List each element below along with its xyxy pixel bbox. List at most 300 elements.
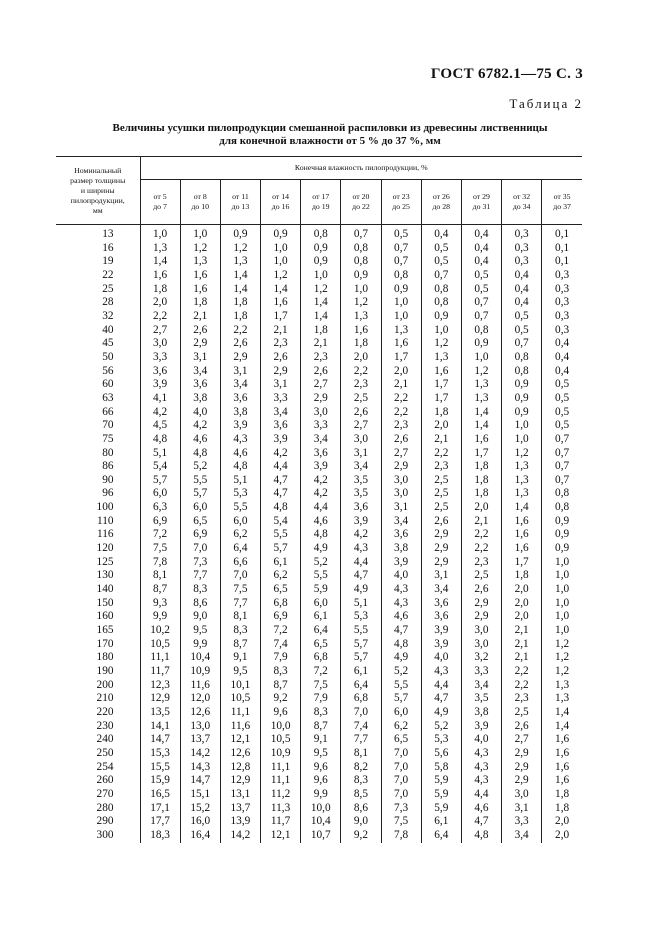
shrinkage-cell: 2,1 — [301, 337, 341, 351]
shrinkage-cell: 5,7 — [180, 487, 220, 501]
shrinkage-cell: 6,0 — [220, 515, 260, 529]
shrinkage-cell: 0,9 — [301, 255, 341, 269]
shrinkage-cell: 5,3 — [220, 487, 260, 501]
shrinkage-cell: 0,8 — [341, 242, 381, 256]
shrinkage-cell: 1,2 — [542, 638, 582, 652]
moisture-range-header — [261, 180, 301, 225]
shrinkage-cell: 11,6 — [220, 720, 260, 734]
shrinkage-cell: 11,1 — [261, 761, 301, 775]
shrinkage-cell: 0,5 — [542, 378, 582, 392]
shrinkage-cell: 1,3 — [220, 255, 260, 269]
size-cell: 180 — [56, 651, 140, 665]
shrinkage-cell: 1,0 — [542, 610, 582, 624]
shrinkage-cell: 4,3 — [381, 597, 421, 611]
size-cell: 230 — [56, 720, 140, 734]
shrinkage-cell: 3,6 — [381, 528, 421, 542]
shrinkage-cell: 0,8 — [421, 296, 461, 310]
standard-header: ГОСТ 6782.1—75 С. 3 — [430, 66, 583, 82]
shrinkage-cell: 9,6 — [301, 774, 341, 788]
shrinkage-cell: 4,8 — [381, 638, 421, 652]
shrinkage-cell: 1,7 — [502, 556, 542, 570]
shrinkage-cell: 2,0 — [341, 351, 381, 365]
shrinkage-cell: 4,9 — [421, 706, 461, 720]
shrinkage-cell: 4,7 — [261, 487, 301, 501]
shrinkage-cell: 0,5 — [461, 269, 501, 283]
shrinkage-cell: 4,0 — [381, 569, 421, 583]
shrinkage-cell: 1,7 — [421, 392, 461, 406]
shrinkage-cell: 1,8 — [220, 310, 260, 324]
shrinkage-cell: 1,6 — [180, 283, 220, 297]
table-row — [56, 542, 582, 556]
shrinkage-cell: 1,0 — [180, 225, 220, 242]
shrinkage-cell: 0,5 — [461, 283, 501, 297]
shrinkage-cell: 2,2 — [421, 447, 461, 461]
shrinkage-cell: 7,5 — [301, 679, 341, 693]
shrinkage-cell: 7,7 — [180, 569, 220, 583]
shrinkage-cell: 2,1 — [461, 515, 501, 529]
shrinkage-cell: 1,2 — [542, 651, 582, 665]
size-cell: 120 — [56, 542, 140, 556]
shrinkage-cell: 12,6 — [220, 747, 260, 761]
shrinkage-cell: 1,6 — [261, 296, 301, 310]
moisture-range-line: до 7 — [153, 202, 167, 211]
shrinkage-cell: 1,0 — [153, 228, 168, 240]
shrinkage-cell: 11,7 — [150, 665, 170, 677]
shrinkage-cell: 2,6 — [180, 324, 220, 338]
shrinkage-cell: 3,5 — [341, 487, 381, 501]
table-row — [56, 283, 582, 297]
moisture-range-line: от 26 — [432, 192, 450, 201]
shrinkage-cell: 3,9 — [301, 460, 341, 474]
shrinkage-cell: 3,9 — [421, 638, 461, 652]
shrinkage-cell: 12,9 — [220, 774, 260, 788]
shrinkage-cell: 17,1 — [150, 801, 170, 814]
table-row — [56, 460, 582, 474]
shrinkage-cell: 3,8 — [180, 392, 220, 406]
shrinkage-cell: 2,9 — [502, 761, 542, 775]
shrinkage-cell: 3,0 — [381, 487, 421, 501]
shrinkage-cell: 7,8 — [153, 555, 168, 568]
shrinkage-cell: 2,3 — [341, 378, 381, 392]
shrinkage-cell: 2,2 — [461, 528, 501, 542]
shrinkage-cell: 3,9 — [261, 433, 301, 447]
shrinkage-cell: 5,9 — [421, 774, 461, 788]
moisture-range-line: от 17 — [312, 192, 330, 201]
shrinkage-cell: 5,3 — [421, 733, 461, 747]
shrinkage-cell: 3,5 — [461, 692, 501, 706]
moisture-range-line: до 19 — [311, 202, 330, 211]
shrinkage-cell: 5,1 — [341, 597, 381, 611]
shrinkage-cell: 3,6 — [421, 597, 461, 611]
moisture-range-header — [301, 180, 341, 225]
shrinkage-cell: 0,7 — [542, 433, 582, 447]
shrinkage-cell: 4,9 — [301, 542, 341, 556]
shrinkage-cell: 0,9 — [542, 515, 582, 529]
shrinkage-cell: 4,0 — [180, 406, 220, 420]
shrinkage-cell: 3,4 — [421, 583, 461, 597]
shrinkage-cell: 0,9 — [542, 528, 582, 542]
shrinkage-cell: 3,3 — [301, 419, 341, 433]
shrinkage-cell: 14,2 — [180, 747, 220, 761]
shrinkage-cell: 1,3 — [542, 692, 582, 706]
table-row — [56, 583, 582, 597]
shrinkage-cell: 1,4 — [542, 720, 582, 734]
size-cell: 130 — [56, 569, 140, 583]
shrinkage-cell: 7,2 — [153, 528, 168, 541]
shrinkage-cell: 3,3 — [461, 665, 501, 679]
shrinkage-cell: 10,9 — [180, 665, 220, 679]
shrinkage-cell: 6,4 — [341, 679, 381, 693]
shrinkage-cell: 0,9 — [461, 337, 501, 351]
table-row — [56, 225, 582, 242]
shrinkage-cell: 4,6 — [381, 610, 421, 624]
shrinkage-cell: 0,5 — [421, 242, 461, 256]
shrinkage-cell: 5,2 — [381, 665, 421, 679]
shrinkage-cell: 3,0 — [502, 788, 542, 802]
moisture-range-header — [502, 180, 542, 225]
shrinkage-cell: 0,4 — [502, 269, 542, 283]
size-cell: 70 — [56, 419, 140, 433]
shrinkage-cell: 7,9 — [261, 651, 301, 665]
shrinkage-cell: 9,2 — [341, 829, 381, 843]
shrinkage-cell: 8,1 — [153, 569, 168, 582]
shrinkage-cell: 7,3 — [381, 802, 421, 816]
shrinkage-cell: 10,5 — [261, 733, 301, 747]
shrinkage-cell: 12,1 — [261, 829, 301, 843]
shrinkage-cell: 9,0 — [180, 610, 220, 624]
shrinkage-cell: 0,8 — [461, 324, 501, 338]
shrinkage-cell: 6,9 — [180, 528, 220, 542]
moisture-range-header — [180, 180, 220, 225]
shrinkage-cell: 2,0 — [502, 583, 542, 597]
shrinkage-cell: 0,5 — [502, 310, 542, 324]
shrinkage-cell: 0,4 — [502, 283, 542, 297]
size-column-header-line: размер толщины — [70, 175, 126, 185]
shrinkage-cell: 10,5 — [220, 692, 260, 706]
shrinkage-cell: 4,3 — [341, 542, 381, 556]
shrinkage-cell: 2,0 — [502, 610, 542, 624]
shrinkage-cell: 2,9 — [381, 460, 421, 474]
shrinkage-cell: 0,9 — [502, 392, 542, 406]
shrinkage-cell: 4,6 — [180, 433, 220, 447]
shrinkage-cell: 16,4 — [180, 829, 220, 843]
shrinkage-cell: 14,7 — [180, 774, 220, 788]
shrinkage-cell: 2,9 — [180, 337, 220, 351]
table-row — [56, 665, 582, 679]
shrinkage-cell: 6,0 — [153, 487, 168, 500]
shrinkage-cell: 4,9 — [381, 651, 421, 665]
shrinkage-cell: 4,4 — [461, 788, 501, 802]
shrinkage-cell: 9,5 — [220, 665, 260, 679]
shrinkage-cell: 1,6 — [502, 542, 542, 556]
shrinkage-cell: 11,6 — [180, 679, 220, 693]
shrinkage-cell: 3,6 — [421, 610, 461, 624]
shrinkage-cell: 0,4 — [461, 255, 501, 269]
moisture-range-header — [421, 180, 461, 225]
shrinkage-cell: 2,9 — [421, 556, 461, 570]
shrinkage-cell: 0,5 — [502, 324, 542, 338]
size-cell: 40 — [56, 324, 140, 338]
shrinkage-cell: 2,0 — [153, 296, 168, 309]
shrinkage-cell: 2,6 — [341, 406, 381, 420]
shrinkage-cell: 11,1 — [150, 651, 170, 664]
shrinkage-cell: 1,4 — [461, 406, 501, 420]
shrinkage-cell: 4,5 — [153, 419, 168, 432]
shrinkage-cell: 16,0 — [180, 815, 220, 829]
shrinkage-cell: 2,6 — [461, 583, 501, 597]
shrinkage-cell: 5,7 — [381, 692, 421, 706]
shrinkage-cell: 3,5 — [341, 474, 381, 488]
shrinkage-cell: 7,2 — [261, 624, 301, 638]
shrinkage-cell: 1,8 — [542, 802, 582, 816]
shrinkage-cell: 18,3 — [150, 828, 170, 841]
shrinkage-cell: 6,8 — [261, 597, 301, 611]
shrinkage-cell: 8,1 — [220, 610, 260, 624]
moisture-range-line: от 32 — [513, 192, 531, 201]
table-row — [56, 324, 582, 338]
shrinkage-cell: 1,3 — [341, 310, 381, 324]
shrinkage-cell: 1,3 — [502, 487, 542, 501]
shrinkage-cell: 1,6 — [421, 365, 461, 379]
shrinkage-cell: 1,2 — [341, 296, 381, 310]
shrinkage-cell: 1,0 — [502, 433, 542, 447]
shrinkage-cell: 1,8 — [341, 337, 381, 351]
shrinkage-cell: 4,3 — [421, 665, 461, 679]
shrinkage-cell: 0,4 — [421, 225, 461, 242]
shrinkage-cell: 1,6 — [502, 528, 542, 542]
shrinkage-cell: 1,4 — [461, 419, 501, 433]
moisture-range-line: от 35 — [553, 192, 571, 201]
shrinkage-cell: 2,1 — [421, 433, 461, 447]
shrinkage-cell: 7,0 — [381, 747, 421, 761]
moisture-range-header — [542, 180, 582, 225]
shrinkage-cell: 1,6 — [153, 268, 168, 281]
shrinkage-cell: 0,8 — [341, 255, 381, 269]
shrinkage-cell: 14,7 — [150, 733, 170, 746]
shrinkage-cell: 2,7 — [341, 419, 381, 433]
shrinkage-cell: 3,3 — [502, 815, 542, 829]
size-cell: 220 — [56, 706, 140, 720]
table-row — [56, 242, 582, 256]
shrinkage-cell: 2,2 — [341, 365, 381, 379]
shrinkage-cell: 1,7 — [461, 447, 501, 461]
shrinkage-cell: 2,1 — [180, 310, 220, 324]
size-cell: 110 — [56, 515, 140, 529]
shrinkage-cell: 1,6 — [542, 747, 582, 761]
table-body — [56, 225, 582, 843]
shrinkage-cell: 6,2 — [261, 569, 301, 583]
shrinkage-cell: 7,7 — [341, 733, 381, 747]
size-cell: 60 — [56, 378, 140, 392]
shrinkage-cell: 0,4 — [461, 242, 501, 256]
shrinkage-cell: 3,8 — [381, 542, 421, 556]
shrinkage-cell: 1,4 — [301, 310, 341, 324]
shrinkage-cell: 0,1 — [542, 242, 582, 256]
shrinkage-cell: 2,1 — [502, 638, 542, 652]
shrinkage-cell: 10,1 — [220, 679, 260, 693]
table-row — [56, 501, 582, 515]
shrinkage-cell: 1,3 — [421, 351, 461, 365]
shrinkage-cell: 0,9 — [502, 406, 542, 420]
table-row — [56, 447, 582, 461]
size-cell: 56 — [56, 365, 140, 379]
shrinkage-cell: 4,7 — [381, 624, 421, 638]
shrinkage-cell: 5,9 — [421, 788, 461, 802]
shrinkage-cell: 2,3 — [421, 460, 461, 474]
shrinkage-cell: 0,5 — [421, 255, 461, 269]
shrinkage-cell: 13,9 — [220, 815, 260, 829]
shrinkage-cell: 8,3 — [261, 665, 301, 679]
shrinkage-cell: 2,5 — [421, 474, 461, 488]
shrinkage-cell: 11,3 — [261, 802, 301, 816]
shrinkage-cell: 1,6 — [542, 761, 582, 775]
shrinkage-cell: 1,7 — [381, 351, 421, 365]
shrinkage-cell: 0,9 — [301, 242, 341, 256]
shrinkage-cell: 1,8 — [421, 406, 461, 420]
shrinkage-cell: 2,9 — [461, 597, 501, 611]
shrinkage-cell: 1,2 — [261, 269, 301, 283]
shrinkage-cell: 7,0 — [180, 542, 220, 556]
shrinkage-cell: 1,8 — [153, 282, 168, 295]
shrinkage-cell: 4,6 — [301, 515, 341, 529]
shrinkage-cell: 10,2 — [150, 624, 170, 637]
shrinkage-cell: 4,3 — [461, 747, 501, 761]
size-cell: 86 — [56, 460, 140, 474]
shrinkage-cell: 6,1 — [301, 610, 341, 624]
table-row — [56, 761, 582, 775]
moisture-range-line: до 13 — [231, 202, 250, 211]
shrinkage-cell: 0,8 — [381, 269, 421, 283]
shrinkage-cell: 2,3 — [502, 692, 542, 706]
table-row — [56, 597, 582, 611]
shrinkage-cell: 1,8 — [180, 296, 220, 310]
shrinkage-cell: 8,3 — [301, 706, 341, 720]
shrinkage-cell: 1,6 — [502, 515, 542, 529]
shrinkage-cell: 2,9 — [220, 351, 260, 365]
shrinkage-cell: 16,5 — [150, 787, 170, 800]
shrinkage-cell: 6,0 — [301, 597, 341, 611]
shrinkage-cell: 3,4 — [301, 433, 341, 447]
shrinkage-cell: 1,3 — [381, 324, 421, 338]
shrinkage-cell: 3,0 — [341, 433, 381, 447]
shrinkage-cell: 1,7 — [421, 378, 461, 392]
shrinkage-cell: 0,9 — [542, 542, 582, 556]
shrinkage-cell: 0,5 — [381, 225, 421, 242]
shrinkage-cell: 7,5 — [153, 542, 168, 555]
size-cell: 190 — [56, 665, 140, 679]
shrinkage-cell: 2,7 — [502, 733, 542, 747]
shrinkage-cell: 3,3 — [261, 392, 301, 406]
shrinkage-cell: 1,4 — [542, 706, 582, 720]
table-row — [56, 255, 582, 269]
shrinkage-cell: 12,6 — [180, 706, 220, 720]
shrinkage-cell: 12,8 — [220, 761, 260, 775]
table-row — [56, 720, 582, 734]
table-row — [56, 624, 582, 638]
shrinkage-cell: 10,9 — [261, 747, 301, 761]
shrinkage-cell: 5,5 — [341, 624, 381, 638]
shrinkage-cell: 11,2 — [261, 788, 301, 802]
shrinkage-cell: 0,4 — [542, 337, 582, 351]
shrinkage-cell: 13,7 — [180, 733, 220, 747]
shrinkage-cell: 7,5 — [220, 583, 260, 597]
shrinkage-cell: 10,7 — [301, 829, 341, 843]
table-row — [56, 692, 582, 706]
shrinkage-cell: 9,9 — [180, 638, 220, 652]
shrinkage-cell: 2,5 — [502, 706, 542, 720]
shrinkage-cell: 3,6 — [301, 447, 341, 461]
shrinkage-cell: 6,1 — [341, 665, 381, 679]
shrinkage-cell: 2,5 — [461, 569, 501, 583]
shrinkage-cell: 6,9 — [261, 610, 301, 624]
size-column-header-line: мм — [92, 205, 103, 215]
shrinkage-cell: 1,6 — [542, 733, 582, 747]
shrinkage-cell: 6,9 — [153, 514, 168, 527]
shrinkage-cell: 0,9 — [261, 225, 301, 242]
size-cell: 90 — [56, 474, 140, 488]
shrinkage-cell: 1,3 — [461, 392, 501, 406]
shrinkage-cell: 12,9 — [150, 692, 170, 705]
moisture-range-header — [140, 180, 180, 225]
shrinkage-cell: 4,8 — [153, 432, 168, 445]
shrinkage-cell: 5,4 — [261, 515, 301, 529]
shrinkage-cell: 4,8 — [301, 528, 341, 542]
shrinkage-cell: 0,4 — [542, 351, 582, 365]
shrinkage-cell: 1,2 — [180, 242, 220, 256]
shrinkage-cell: 3,0 — [153, 337, 168, 350]
shrinkage-cell: 0,3 — [542, 310, 582, 324]
shrinkage-cell: 3,1 — [381, 501, 421, 515]
shrinkage-cell: 1,8 — [461, 487, 501, 501]
shrinkage-cell: 15,9 — [150, 774, 170, 787]
shrinkage-cell: 9,2 — [261, 692, 301, 706]
size-cell: 240 — [56, 733, 140, 747]
shrinkage-cell: 0,7 — [421, 269, 461, 283]
shrinkage-cell: 2,0 — [502, 597, 542, 611]
shrinkage-cell: 9,6 — [301, 761, 341, 775]
shrinkage-cell: 6,2 — [381, 720, 421, 734]
shrinkage-cell: 2,0 — [542, 829, 582, 843]
shrinkage-cell: 6,6 — [220, 556, 260, 570]
shrinkage-cell: 3,8 — [461, 706, 501, 720]
table-row — [56, 638, 582, 652]
shrinkage-cell: 5,5 — [220, 501, 260, 515]
table-row — [56, 829, 582, 843]
size-column-header-line: Номинальный — [74, 165, 122, 175]
shrinkage-cell: 2,7 — [301, 378, 341, 392]
shrinkage-cell: 1,0 — [542, 583, 582, 597]
shrinkage-cell: 8,1 — [341, 747, 381, 761]
shrinkage-cell: 1,8 — [461, 460, 501, 474]
shrinkage-cell: 6,8 — [341, 692, 381, 706]
size-cell: 170 — [56, 638, 140, 652]
shrinkage-cell: 11,1 — [220, 706, 260, 720]
shrinkage-cell: 6,4 — [220, 542, 260, 556]
moisture-range-header — [220, 180, 260, 225]
shrinkage-cell: 1,0 — [381, 296, 421, 310]
moisture-range-line: от 5 — [153, 192, 167, 201]
size-cell: 300 — [56, 829, 140, 843]
shrinkage-cell: 2,2 — [381, 392, 421, 406]
shrinkage-cell: 0,7 — [341, 225, 381, 242]
shrinkage-cell: 2,7 — [381, 447, 421, 461]
shrinkage-cell: 0,9 — [381, 283, 421, 297]
table-row — [56, 747, 582, 761]
shrinkage-cell: 3,4 — [502, 829, 542, 843]
table-row — [56, 310, 582, 324]
shrinkage-cell: 4,3 — [461, 774, 501, 788]
shrinkage-cell: 2,1 — [261, 324, 301, 338]
